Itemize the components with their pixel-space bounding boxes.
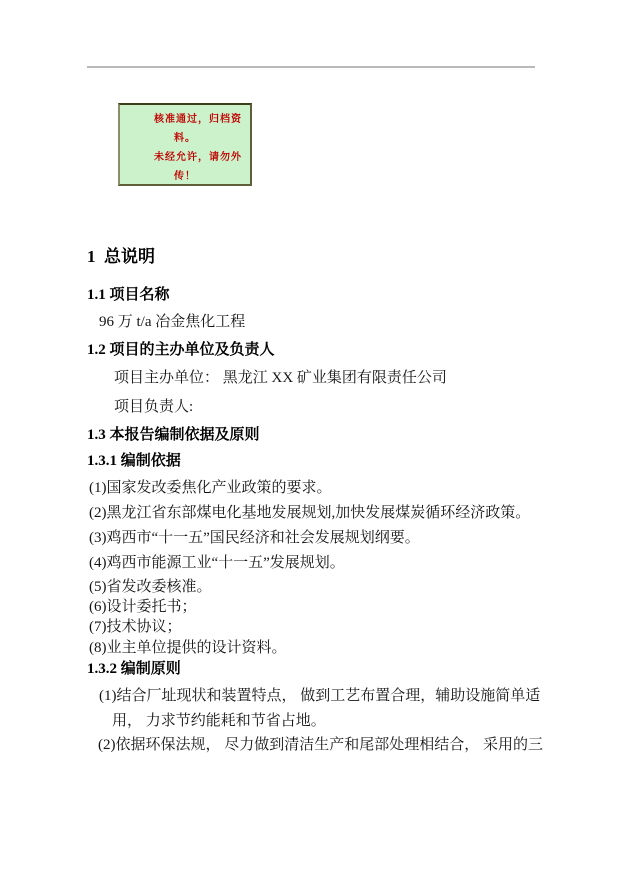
approval-stamp [118,103,252,186]
heading-compilation-principles: 1.3.2 编制原则 [87,661,181,677]
heading-project-name: 1.1 项目名称 [87,287,170,303]
basis-item: (6)设计委托书； [89,599,197,615]
stamp-text-line: 未经允许，请勿外 [154,152,242,163]
stamp-text-line: 核准通过，归档资 [154,114,242,125]
heading-general-description: 1 总说明 [87,247,155,266]
basis-item: (1)国家发改委焦化产业政策的要求。 [89,480,332,496]
heading-basis-and-principles: 1.3 本报告编制依据及原则 [87,427,260,443]
basis-item: (3)鸡西市“十一五”国民经济和社会发展规划纲要。 [89,530,420,546]
header-divider [87,66,535,68]
basis-item: (7)技术协议； [89,619,182,635]
paragraph-leader: 项目负责人: [114,399,194,415]
basis-item: (2)黑龙江省东部煤电化基地发展规划,加快发展煤炭循环经济政策。 [89,505,531,521]
basis-item: (5)省发改委核准。 [89,579,212,595]
heading-sponsor-and-leader: 1.2 项目的主办单位及负责人 [87,342,275,358]
paragraph-sponsor: 项目主办单位： 黑龙江 XX 矿业集团有限责任公司 [114,370,447,386]
basis-item: (4)鸡西市能源工业“十一五”发展规划。 [89,555,345,571]
heading-compilation-basis: 1.3.1 编制依据 [87,453,181,469]
principle-item-line: (1)结合厂址现状和装置特点， 做到工艺布置合理，辅助设施简单适 [99,688,541,704]
principle-item-line: 用， 力求节约能耗和节省占地。 [112,713,326,729]
stamp-text-line: 传！ [174,171,196,182]
stamp-text-line: 料。 [174,133,196,144]
basis-item: (8)业主单位提供的设计资料。 [89,640,287,656]
paragraph-project-name: 96 万 t/a 冶金焦化工程 [99,314,246,330]
principle-item-line: (2)依据环保法规， 尽力做到清洁生产和尾部处理相结合， 采用的三 [98,737,543,753]
